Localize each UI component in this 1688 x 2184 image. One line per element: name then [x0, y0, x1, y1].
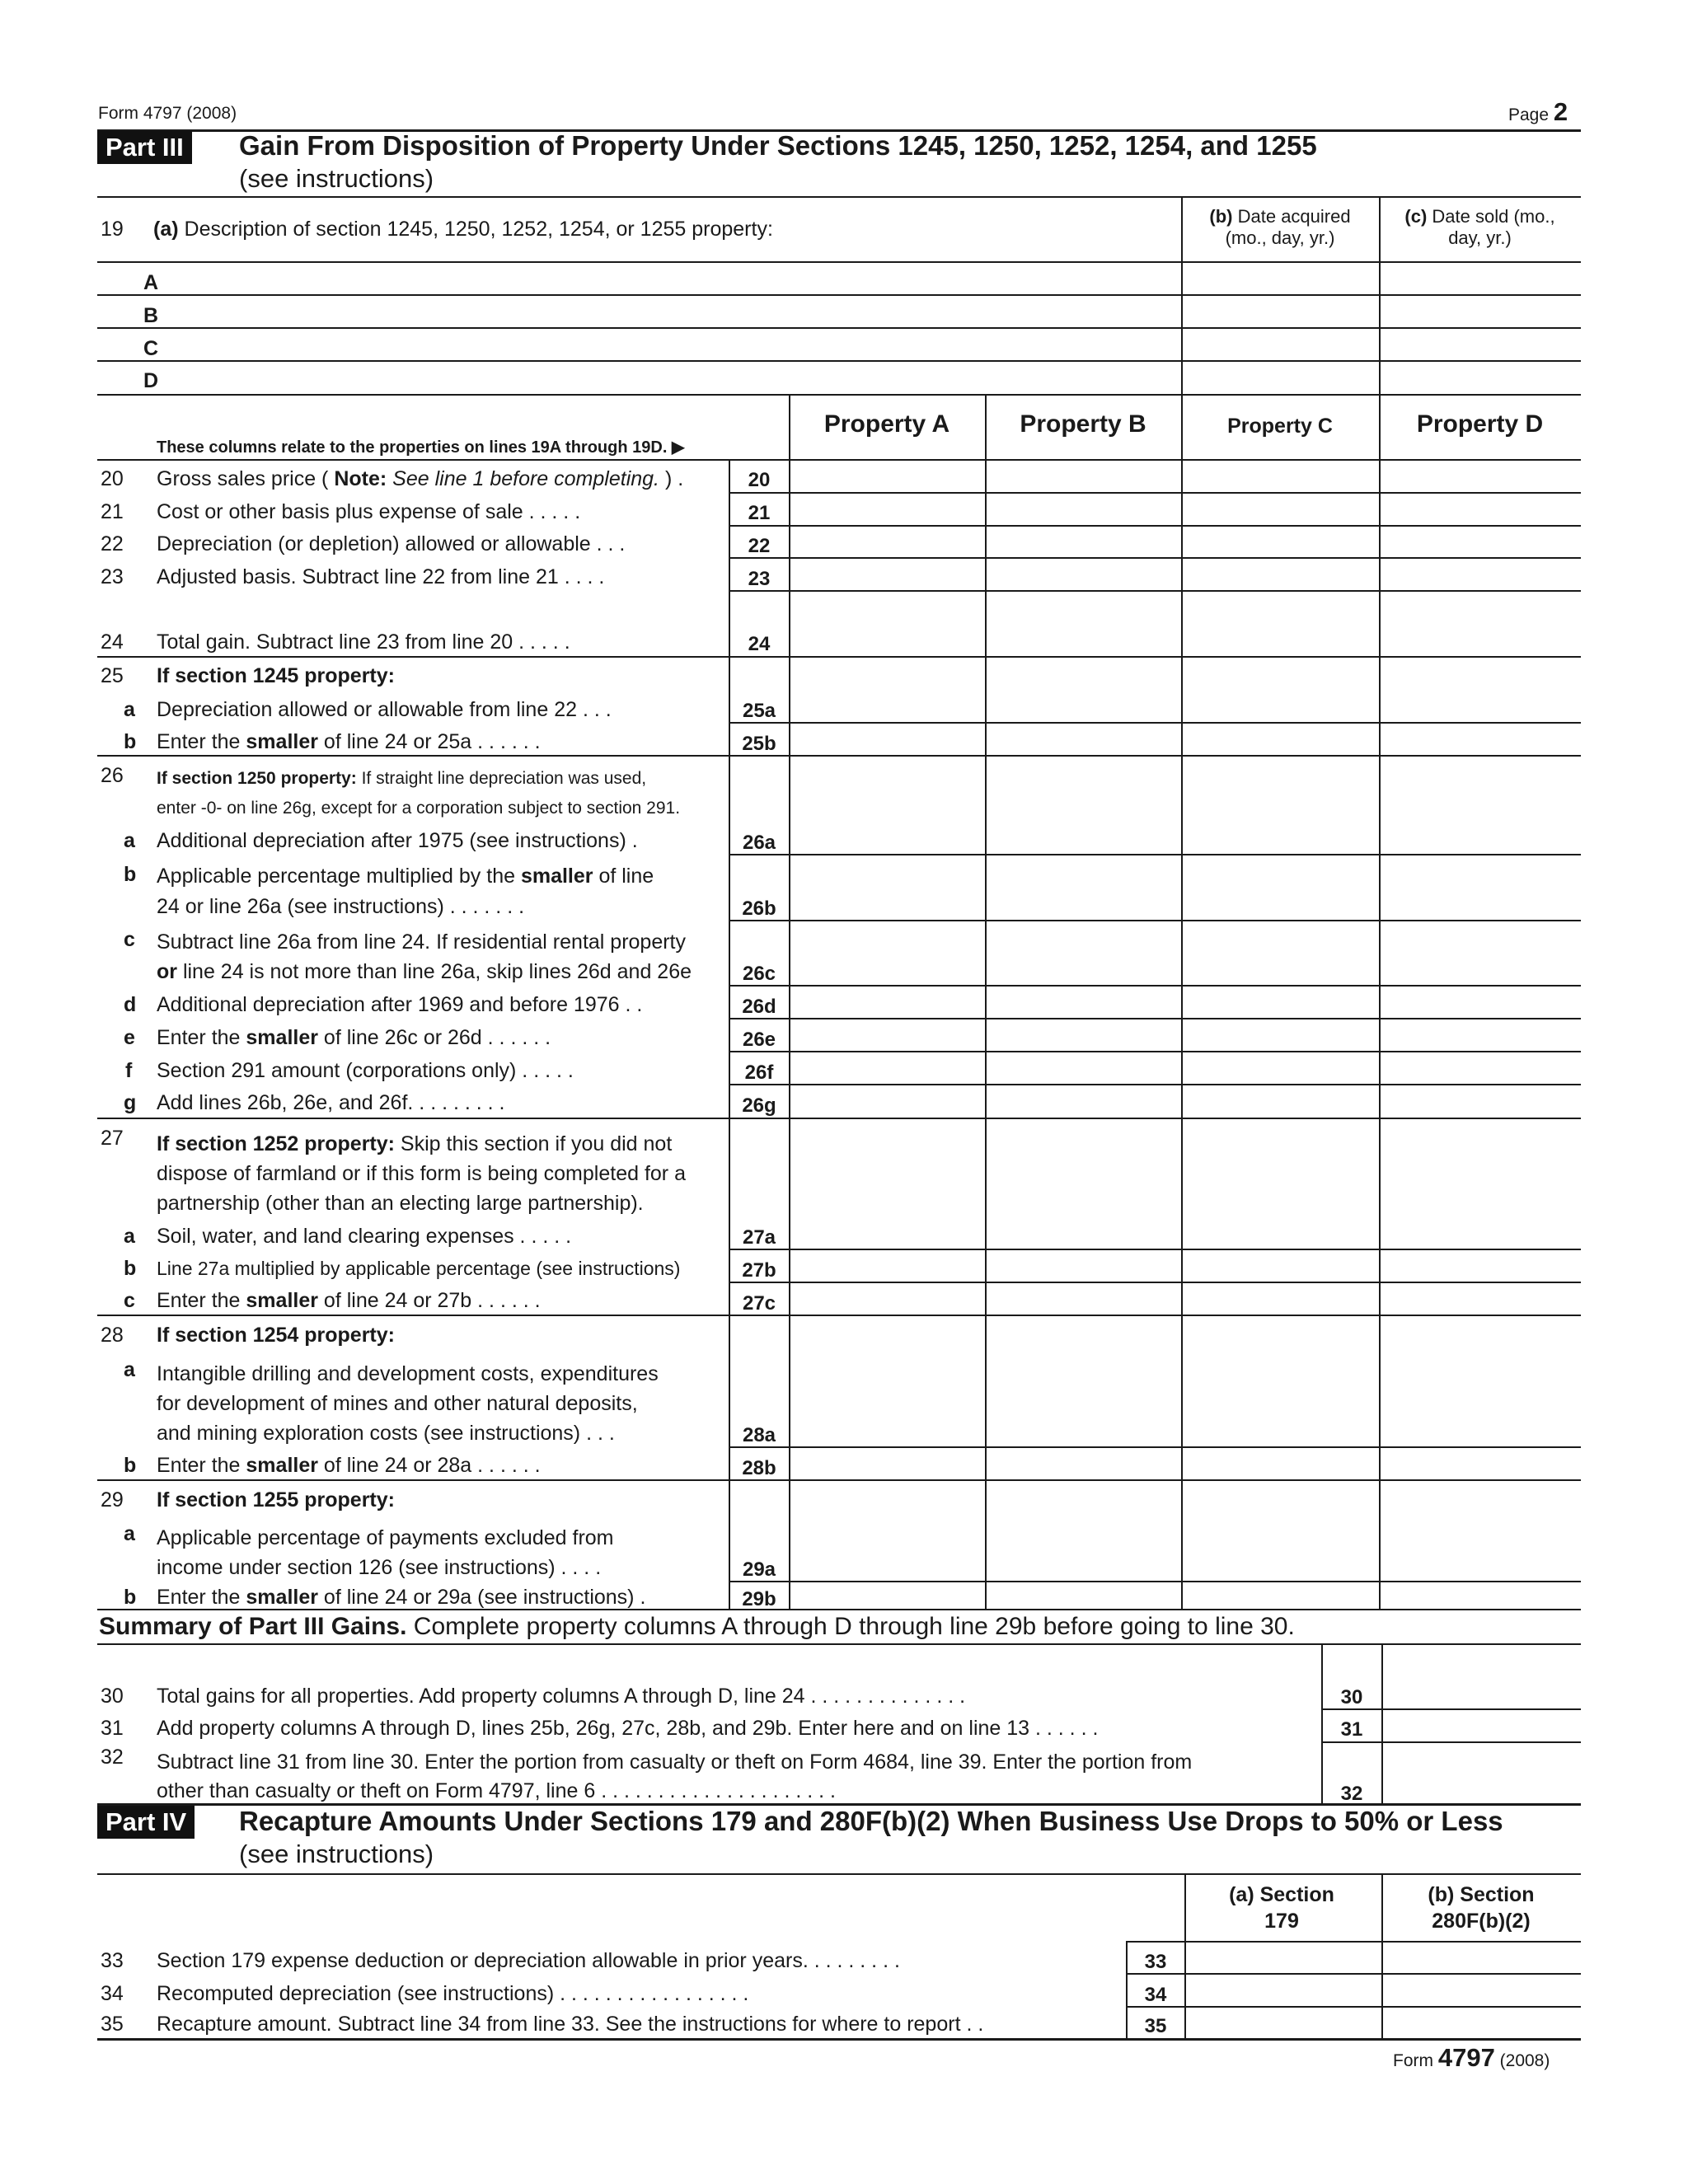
divider	[1379, 394, 1381, 1609]
rule	[1126, 1973, 1581, 1975]
rule	[97, 656, 1581, 658]
line-code: 35	[1144, 2015, 1167, 2037]
rule	[97, 327, 1581, 329]
line-code: 23	[748, 568, 771, 590]
line-letter: b	[124, 1257, 137, 1280]
line31-text: Add property columns A through D, lines 25b, 26g, 27c, 28b, and 29b. Enter here and on line 13 . . . . . .	[157, 1717, 1099, 1740]
part3-subtitle: (see instructions)	[239, 164, 434, 193]
rule	[97, 1118, 1581, 1119]
line29-heading: If section 1255 property:	[157, 1488, 395, 1511]
line-code: 22	[748, 535, 771, 557]
line-code: 26c	[742, 963, 776, 985]
rule	[729, 557, 1581, 559]
property-a-description-field[interactable]	[165, 264, 1179, 293]
rule	[97, 459, 1581, 461]
line-number: 31	[101, 1717, 124, 1740]
line19-desc: (a) Description of section 1245, 1250, 1252, 1254, or 1255 property:	[153, 218, 773, 241]
line-code: 24	[748, 633, 771, 655]
line27c-text: Enter the smaller of line 24 or 27b . . . . . .	[157, 1289, 541, 1312]
line32-text-2: other than casualty or theft on Form 4797, line 6 . . . . . . . . . . . . . . . . . . . . .	[157, 1779, 836, 1802]
line28a-text-3: and mining exploration costs (see instructions) . . .	[157, 1422, 615, 1445]
line26-heading-2: enter -0- on line 26g, except for a corporation subject to section 291.	[157, 799, 681, 818]
line26e-text: Enter the smaller of line 26c or 26d . . . . . .	[157, 1026, 551, 1049]
row-letter: A	[143, 271, 159, 294]
property-b-header: Property B	[1020, 410, 1146, 438]
columns-note: These columns relate to the properties on lines 19A through 19D. ▶	[157, 438, 685, 457]
line26-heading: If section 1250 property: If straight line depreciation was used,	[157, 769, 647, 788]
line-number: 25	[101, 664, 124, 687]
line26c-text: Subtract line 26a from line 24. If residential rental property	[157, 930, 687, 954]
line29b-text: Enter the smaller of line 24 or 29a (see instructions) .	[157, 1586, 646, 1609]
line26f-text: Section 291 amount (corporations only) . . . . .	[157, 1059, 574, 1082]
line-code: 26f	[744, 1062, 774, 1084]
line-code: 29b	[742, 1588, 776, 1610]
line27-heading-2: dispose of farmland or if this form is being completed for a	[157, 1162, 686, 1185]
rule	[729, 1282, 1581, 1283]
line34-text: Recomputed depreciation (see instructions) . . . . . . . . . . . . . . . . .	[157, 1982, 749, 2005]
line-number: 27	[101, 1127, 124, 1150]
summary-heading: Summary of Part III Gains. Complete property columns A through D through line 29b before going to line 30.	[99, 1613, 1295, 1640]
line-number: 30	[101, 1685, 124, 1708]
rule	[97, 1315, 1581, 1316]
line26b-text-2: 24 or line 26a (see instructions) . . . . . . .	[157, 895, 525, 918]
rule	[729, 722, 1581, 724]
property-a-date-sold-field[interactable]	[1381, 264, 1579, 293]
line20-text: Gross sales price ( Note: See line 1 before completing. ) .	[157, 467, 684, 490]
line27-heading: If section 1252 property: Skip this section if you did not	[157, 1132, 673, 1155]
line25-heading: If section 1245 property:	[157, 664, 395, 687]
line-code: 29a	[742, 1558, 776, 1581]
line-code: 26e	[742, 1029, 776, 1051]
property-a-date-acquired-field[interactable]	[1184, 264, 1377, 293]
row-letter: B	[143, 304, 159, 327]
line-number: 23	[101, 565, 124, 588]
part4-col-a-header: (a) Section 179	[1229, 1883, 1334, 1933]
rule	[97, 1479, 1581, 1481]
rule	[1321, 1741, 1581, 1743]
rule	[729, 1249, 1581, 1250]
line27-heading-3: partnership (other than an electing large partnership).	[157, 1192, 644, 1215]
part3-title: Gain From Disposition of Property Under Sections 1245, 1250, 1252, 1254, and 1255	[239, 130, 1317, 161]
line-letter: b	[124, 863, 137, 886]
page-word: Page	[1508, 105, 1550, 124]
line-code: 27a	[742, 1226, 776, 1249]
line28a-text-2: for development of mines and other natural deposits,	[157, 1392, 638, 1415]
rule	[97, 1873, 1581, 1875]
part4-col-b-header: (b) Section 280F(b)(2)	[1428, 1883, 1535, 1933]
line-number: 34	[101, 1982, 124, 2005]
property-c-header: Property C	[1227, 415, 1333, 438]
line24-text: Total gain. Subtract line 23 from line 20 . . . . .	[157, 630, 570, 654]
rule	[97, 294, 1581, 296]
line-number: 26	[101, 764, 124, 787]
rule	[1126, 2006, 1581, 2008]
line-letter: a	[124, 698, 135, 721]
divider	[1381, 1873, 1383, 2038]
line-letter: d	[124, 993, 137, 1016]
line28a-text: Intangible drilling and development costs, expenditures	[157, 1362, 659, 1385]
line35-text: Recapture amount. Subtract line 34 from line 33. See the instructions for where to report . .	[157, 2013, 984, 2036]
line33-text: Section 179 expense deduction or depreciation allowable in prior years. . . . . . . . .	[157, 1949, 900, 1972]
rule	[729, 1084, 1581, 1085]
line26a-text: Additional depreciation after 1975 (see instructions) .	[157, 829, 638, 852]
line27a-text: Soil, water, and land clearing expenses . . . . .	[157, 1225, 572, 1248]
divider	[789, 394, 790, 1609]
divider	[1381, 1643, 1383, 1803]
rule	[97, 360, 1581, 362]
rule	[729, 525, 1581, 527]
page-label	[1508, 97, 1568, 128]
line-code: 34	[1144, 1984, 1167, 2006]
property-d-header: Property D	[1416, 410, 1544, 438]
line-letter: b	[124, 730, 137, 753]
part3-badge: Part III	[97, 131, 192, 164]
rule	[729, 1446, 1581, 1448]
line-letter: b	[124, 1586, 137, 1609]
rule	[729, 985, 1581, 987]
rule	[729, 854, 1581, 855]
line23-text: Adjusted basis. Subtract line 22 from line 21 . . . .	[157, 565, 605, 588]
line-number: 21	[101, 500, 124, 523]
line28-heading: If section 1254 property:	[157, 1324, 395, 1347]
col-c-header: (c) Date sold (mo., day, yr.)	[1404, 206, 1555, 248]
line-number: 19	[101, 218, 124, 241]
rule	[729, 1581, 1581, 1582]
line-number: 24	[101, 630, 124, 654]
line26c-text-2: or line 24 is not more than line 26a, skip lines 26d and 26e	[157, 960, 692, 983]
line-number: 32	[101, 1746, 124, 1769]
row-letter: D	[143, 369, 159, 392]
line-code: 26a	[742, 832, 776, 854]
divider	[985, 394, 987, 1609]
line25a-text: Depreciation allowed or allowable from line 22 . . .	[157, 698, 612, 721]
line-code: 20	[748, 469, 771, 491]
line-code: 27c	[742, 1292, 776, 1315]
rule	[729, 920, 1581, 921]
line21-text: Cost or other basis plus expense of sale . . . . .	[157, 500, 581, 523]
line-code: 26b	[742, 898, 776, 920]
rule	[729, 1051, 1581, 1052]
rule	[1321, 1708, 1581, 1710]
line29a-text: Applicable percentage of payments excluded from	[157, 1526, 614, 1549]
line25b-text: Enter the smaller of line 24 or 25a . . . . . .	[157, 730, 541, 753]
line28b-text: Enter the smaller of line 24 or 28a . . . . . .	[157, 1454, 541, 1477]
rule	[97, 1609, 1581, 1610]
rule	[97, 394, 1581, 396]
line29a-text-2: income under section 126 (see instructions) . . . .	[157, 1556, 602, 1579]
rule	[97, 261, 1581, 263]
rule	[729, 1018, 1581, 1019]
line-code: 28b	[742, 1457, 776, 1479]
line-letter: f	[125, 1059, 133, 1082]
row-letter: C	[143, 337, 159, 360]
part4-badge: Part IV	[97, 1806, 195, 1839]
line-letter: e	[124, 1026, 135, 1049]
rule	[97, 196, 1581, 198]
part4-title: Recapture Amounts Under Sections 179 and 280F(b)(2) When Business Use Drops to 50% or Less	[239, 1806, 1503, 1836]
line-code: 21	[748, 502, 771, 524]
line-letter: a	[124, 1522, 135, 1545]
rule	[1126, 1941, 1581, 1943]
line-number: 20	[101, 467, 124, 490]
line-letter: c	[124, 928, 135, 951]
form-year-label: Form 4797 (2008)	[98, 104, 237, 123]
line26d-text: Additional depreciation after 1969 and before 1976 . .	[157, 993, 643, 1016]
line-letter: a	[124, 1225, 135, 1248]
rule	[97, 1643, 1581, 1645]
line-code: 25a	[742, 700, 776, 722]
line-code: 26g	[742, 1094, 776, 1117]
line-code: 31	[1340, 1718, 1363, 1741]
rule	[729, 492, 1581, 494]
part4-subtitle: (see instructions)	[239, 1840, 434, 1868]
line-letter: a	[124, 829, 135, 852]
line26b-text: Applicable percentage multiplied by the smaller of line	[157, 865, 654, 888]
line22-text: Depreciation (or depletion) allowed or allowable . . .	[157, 532, 626, 555]
line-code: 33	[1144, 1951, 1167, 1973]
line-number: 22	[101, 532, 124, 555]
col-b-header: (b) Date acquired (mo., day, yr.)	[1209, 206, 1351, 248]
rule	[97, 755, 1581, 757]
line27b-text: Line 27a multiplied by applicable percentage (see instructions)	[157, 1258, 681, 1279]
rule	[97, 2038, 1581, 2041]
footer-form-label: Form 4797 (2008)	[1393, 2043, 1550, 2072]
line-number: 29	[101, 1488, 124, 1511]
line32-text: Subtract line 31 from line 30. Enter the portion from casualty or theft on Form 4684, line 39. Enter the portion from	[157, 1750, 1193, 1774]
page-number: 2	[1553, 97, 1568, 126]
line-number: 35	[101, 2013, 124, 2036]
line-number: 33	[101, 1949, 124, 1972]
line-letter: c	[124, 1289, 135, 1312]
arrow-right-icon: ▶	[671, 438, 685, 457]
line-code: 27b	[742, 1259, 776, 1282]
rule	[729, 590, 1581, 592]
line-letter: g	[124, 1091, 137, 1114]
line-code: 30	[1340, 1686, 1363, 1708]
line-code: 32	[1340, 1783, 1363, 1805]
line-number: 28	[101, 1324, 124, 1347]
line-letter: a	[124, 1358, 135, 1381]
divider	[1181, 394, 1183, 1609]
line26g-text: Add lines 26b, 26e, and 26f. . . . . . . . .	[157, 1091, 505, 1114]
line-code: 25b	[742, 733, 776, 755]
property-a-header: Property A	[823, 410, 950, 438]
divider	[1184, 1873, 1186, 2038]
line-code: 26d	[742, 996, 776, 1018]
line-letter: b	[124, 1454, 137, 1477]
line30-text: Total gains for all properties. Add property columns A through D, line 24 . . . . . . . . . . . . . .	[157, 1685, 966, 1708]
line-code: 28a	[742, 1424, 776, 1446]
